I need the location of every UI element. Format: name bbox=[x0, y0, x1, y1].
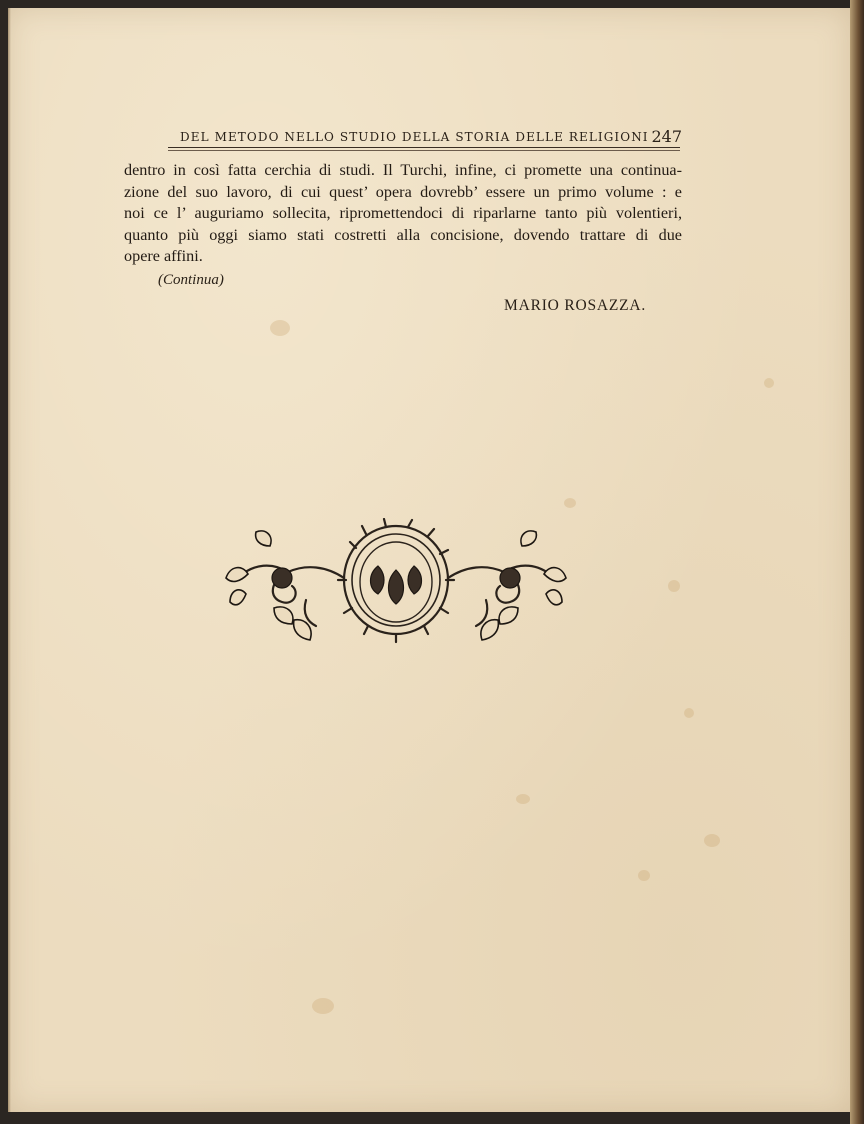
page-number: 247 bbox=[651, 127, 682, 146]
vine-wreath-ornament-icon bbox=[216, 518, 576, 648]
header-rule-thin bbox=[168, 150, 680, 151]
running-head bbox=[180, 128, 682, 148]
foxing-spot bbox=[684, 708, 694, 718]
page-edge bbox=[850, 0, 864, 1124]
text-line: quanto più oggi siamo stati costretti alla concisione, dovendo trattare di due bbox=[124, 225, 682, 244]
foxing-spot bbox=[564, 498, 576, 508]
running-head-title: DEL METODO NELLO STUDIO DELLA STORIA DELLE RELIGIONI bbox=[180, 130, 649, 144]
author-signature: MARIO ROSAZZA. bbox=[504, 297, 647, 314]
text-line: dentro in così fatta cerchia di studi. Il Turchi, infine, ci promette una continua- bbox=[124, 161, 682, 179]
foxing-spot bbox=[270, 320, 290, 336]
continua-note: (Continua) bbox=[158, 272, 224, 288]
binding-gutter bbox=[8, 8, 11, 1112]
foxing-spot bbox=[764, 378, 774, 388]
foxing-spot bbox=[516, 794, 530, 804]
body-paragraph bbox=[124, 160, 682, 268]
text-line: zione del suo lavoro, di cui quest’ opera dovrebb’ essere un primo volume : e bbox=[124, 182, 682, 201]
foxing-spot bbox=[638, 870, 650, 881]
header-rule bbox=[168, 147, 680, 148]
text-line: opere affini. bbox=[124, 247, 203, 266]
text-line: noi ce l’ auguriamo sollecita, ripromettendoci di riparlarne tanto più volentieri, bbox=[124, 204, 682, 223]
foxing-spot bbox=[704, 834, 720, 847]
foxing-spot bbox=[312, 998, 334, 1014]
foxing-spot bbox=[668, 580, 680, 592]
